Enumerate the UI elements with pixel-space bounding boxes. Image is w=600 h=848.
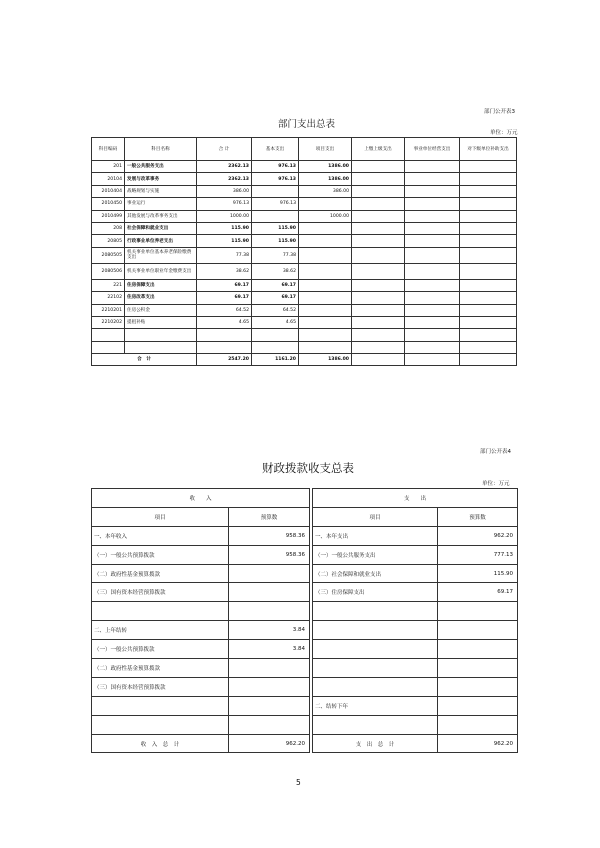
subject-name-cell: 社会保障和就业支出 <box>125 222 197 234</box>
empty-cell <box>299 341 352 353</box>
expense-value-cell <box>438 640 518 659</box>
empty-cell <box>197 329 252 341</box>
income-value-cell <box>229 659 310 678</box>
income-value-cell: 958.36 <box>229 545 310 564</box>
empty-cell <box>405 292 460 304</box>
expense-item-header: 项目 <box>313 507 438 526</box>
table-row <box>92 222 517 234</box>
income-value-cell <box>229 583 310 602</box>
empty-cell <box>460 279 517 291</box>
expense-value-cell <box>438 696 518 715</box>
empty-cell <box>405 304 460 316</box>
project-expense-cell: 386.00 <box>299 185 352 197</box>
table1-title: 部门支出总表 <box>278 119 336 130</box>
table2-tag: 部门公开表4 <box>480 449 511 455</box>
table1-unit: 单位：万元 <box>490 130 518 136</box>
subject-name-cell: 战略规划与实施 <box>125 185 197 197</box>
table-row <box>92 640 518 659</box>
project-expense-cell <box>299 316 352 328</box>
empty-cell <box>405 185 460 197</box>
subject-name-cell: 提租补贴 <box>125 316 197 328</box>
subject-code-cell: 2080505 <box>92 247 125 263</box>
empty-cell <box>352 316 405 328</box>
empty-cell <box>460 304 517 316</box>
expense-item-cell <box>313 640 438 659</box>
empty-cell <box>405 210 460 222</box>
empty-cell <box>352 198 405 210</box>
empty-cell <box>460 292 517 304</box>
total-cell: 64.52 <box>197 304 252 316</box>
subject-name-cell: 住房改革支出 <box>125 292 197 304</box>
empty-cell <box>352 279 405 291</box>
expense-header: 支 出 <box>313 489 518 508</box>
empty-cell <box>460 263 517 279</box>
expense-item-cell <box>313 602 438 621</box>
empty-cell <box>352 292 405 304</box>
page-number: 5 <box>296 778 301 787</box>
empty-cell <box>252 341 299 353</box>
table-row <box>92 583 518 602</box>
empty-cell <box>352 247 405 263</box>
empty-cell <box>405 279 460 291</box>
income-item-cell: （三）国有资本经营预算拨款 <box>92 583 229 602</box>
table-row <box>92 602 518 621</box>
table-row <box>92 161 517 173</box>
project-expense-cell: 1386.00 <box>299 161 352 173</box>
empty-cell <box>197 341 252 353</box>
table1-header-cell: 科目编码 <box>92 138 125 161</box>
subject-name-cell: 住房公积金 <box>125 304 197 316</box>
empty-cell <box>460 329 517 341</box>
total-cell: 386.00 <box>197 185 252 197</box>
total-cell: 77.38 <box>197 247 252 263</box>
subject-code-cell: 20104 <box>92 173 125 185</box>
subject-code-cell: 2010404 <box>92 185 125 197</box>
expense-item-cell <box>313 715 438 734</box>
empty-cell <box>92 329 125 341</box>
table-row <box>92 659 518 678</box>
basic-expense-cell: 115.90 <box>252 235 299 247</box>
project-expense-cell: 1386.00 <box>299 173 352 185</box>
basic-expense-cell: 976.13 <box>252 161 299 173</box>
income-item-cell: 二、上年结转 <box>92 621 229 640</box>
total-cell: 1000.00 <box>197 210 252 222</box>
income-total-label: 收 入 总 计 <box>92 734 229 753</box>
project-expense-cell <box>299 279 352 291</box>
project-expense-cell <box>299 304 352 316</box>
basic-expense-cell <box>252 210 299 222</box>
income-item-cell: （一）一般公共预算拨款 <box>92 640 229 659</box>
basic-expense-cell: 38.62 <box>252 263 299 279</box>
expense-item-cell <box>313 621 438 640</box>
empty-cell <box>352 185 405 197</box>
table-row <box>92 185 517 197</box>
expense-item-cell: 二、结转下年 <box>313 696 438 715</box>
expense-total-value: 962.20 <box>438 734 518 753</box>
basic-expense-cell: 976.13 <box>252 198 299 210</box>
income-value-cell <box>229 696 310 715</box>
subject-name-cell: 其他发展与改革事务支出 <box>125 210 197 222</box>
income-header: 收 入 <box>92 489 310 508</box>
table1-header-cell: 对下级单位补助支出 <box>460 138 517 161</box>
project-expense-cell <box>299 235 352 247</box>
empty-cell <box>405 341 460 353</box>
empty-cell <box>405 222 460 234</box>
basic-expense-cell: 115.90 <box>252 222 299 234</box>
income-total-value: 962.20 <box>229 734 310 753</box>
project-expense-cell <box>299 222 352 234</box>
income-item-cell: 一、本年收入 <box>92 526 229 545</box>
income-item-cell: （二）政府性基金预算拨款 <box>92 564 229 583</box>
table-row <box>92 263 517 279</box>
income-value-cell <box>229 602 310 621</box>
empty-cell <box>405 354 460 366</box>
income-value-cell: 3.84 <box>229 621 310 640</box>
total-cell: 115.90 <box>197 235 252 247</box>
empty-cell <box>352 341 405 353</box>
expense-value-cell: 115.90 <box>438 564 518 583</box>
empty-cell <box>92 341 125 353</box>
expense-item-cell: （三）住房保障支出 <box>313 583 438 602</box>
subject-name-cell: 住房保障支出 <box>125 279 197 291</box>
income-item-cell <box>92 696 229 715</box>
subject-code-cell: 2210201 <box>92 304 125 316</box>
table1-tag: 部门公开表3 <box>484 109 515 115</box>
expense-item-cell <box>313 677 438 696</box>
table1-header-cell: 合 计 <box>197 138 252 161</box>
basic-expense-cell: 64.52 <box>252 304 299 316</box>
empty-cell <box>405 329 460 341</box>
table-row <box>92 279 517 291</box>
empty-cell <box>299 329 352 341</box>
expense-item-cell: （二）社会保障和就业支出 <box>313 564 438 583</box>
expense-item-cell <box>313 659 438 678</box>
subject-name-cell: 一般公共服务支出 <box>125 161 197 173</box>
empty-cell <box>352 354 405 366</box>
total-cell: 115.90 <box>197 222 252 234</box>
subject-code-cell: 20805 <box>92 235 125 247</box>
empty-cell <box>460 210 517 222</box>
empty-cell <box>460 222 517 234</box>
subject-name-cell: 机关事业单位基本养老保险缴费支出 <box>125 247 197 263</box>
total-cell: 976.13 <box>197 198 252 210</box>
total-cell: 4.65 <box>197 316 252 328</box>
empty-cell <box>352 210 405 222</box>
table1-header-row <box>92 138 517 161</box>
basic-expense-cell: 69.17 <box>252 292 299 304</box>
table1-total-row <box>92 354 517 366</box>
expense-value-cell <box>438 659 518 678</box>
total-cell: 69.17 <box>197 279 252 291</box>
empty-cell <box>352 235 405 247</box>
empty-cell <box>352 304 405 316</box>
income-value-cell <box>229 715 310 734</box>
table1-header-cell: 事业单位经营支出 <box>405 138 460 161</box>
empty-cell <box>405 198 460 210</box>
expense-budget-header: 预算数 <box>438 507 518 526</box>
expense-value-cell: 69.17 <box>438 583 518 602</box>
table-row <box>92 198 517 210</box>
expense-value-cell <box>438 677 518 696</box>
subject-code-cell: 208 <box>92 222 125 234</box>
income-value-cell: 3.84 <box>229 640 310 659</box>
income-value-cell: 958.36 <box>229 526 310 545</box>
expenditure-table <box>91 137 517 366</box>
subject-code-cell: 2010450 <box>92 198 125 210</box>
basic-expense-cell: 69.17 <box>252 279 299 291</box>
basic-expense-cell <box>252 185 299 197</box>
subject-name-cell: 机关事业单位职业年金缴费支出 <box>125 263 197 279</box>
basic-expense-cell: 4.65 <box>252 316 299 328</box>
grand-project-cell: 1386.00 <box>299 354 352 366</box>
empty-cell <box>352 222 405 234</box>
subject-name-cell: 事业运行 <box>125 198 197 210</box>
subject-code-cell: 2210202 <box>92 316 125 328</box>
table-row <box>92 292 517 304</box>
empty-row <box>92 329 517 341</box>
basic-expense-cell: 77.38 <box>252 247 299 263</box>
table-row <box>92 621 518 640</box>
empty-cell <box>352 161 405 173</box>
empty-cell <box>405 235 460 247</box>
subject-name-cell: 行政事业单位养老支出 <box>125 235 197 247</box>
table-row <box>92 235 517 247</box>
empty-cell <box>125 329 197 341</box>
expense-item-cell: （一）一般公共服务支出 <box>313 545 438 564</box>
income-item-cell: （三）国有资本经营预算拨款 <box>92 677 229 696</box>
table2-section-header-row <box>92 489 518 508</box>
project-expense-cell <box>299 247 352 263</box>
total-label: 合 计 <box>92 354 197 366</box>
table-row <box>92 247 517 263</box>
expense-value-cell <box>438 715 518 734</box>
fiscal-appropriation-table <box>91 488 518 753</box>
project-expense-cell: 1000.00 <box>299 210 352 222</box>
total-cell: 69.17 <box>197 292 252 304</box>
project-expense-cell <box>299 263 352 279</box>
subject-code-cell: 22102 <box>92 292 125 304</box>
income-value-cell <box>229 677 310 696</box>
expense-total-label: 支 出 总 计 <box>313 734 438 753</box>
empty-cell <box>125 341 197 353</box>
table2-title: 财政拨款收支总表 <box>262 461 354 475</box>
table-row <box>92 696 518 715</box>
table-row <box>92 677 518 696</box>
empty-cell <box>405 161 460 173</box>
total-cell: 2362.13 <box>197 161 252 173</box>
grand-basic-cell: 1161.20 <box>252 354 299 366</box>
table-row <box>92 173 517 185</box>
project-expense-cell <box>299 292 352 304</box>
table2-unit: 单位：万元 <box>482 481 510 487</box>
empty-cell <box>252 329 299 341</box>
empty-cell <box>352 173 405 185</box>
income-value-cell <box>229 564 310 583</box>
table2-total-row <box>92 734 518 753</box>
table1-header-cell: 科目名称 <box>125 138 197 161</box>
table-row <box>92 316 517 328</box>
empty-row <box>92 341 517 353</box>
total-cell: 2362.13 <box>197 173 252 185</box>
table2-column-header-row <box>92 507 518 526</box>
table-row <box>92 526 518 545</box>
income-budget-header: 预算数 <box>229 507 310 526</box>
table-row <box>92 545 518 564</box>
subject-code-cell: 201 <box>92 161 125 173</box>
empty-cell <box>460 161 517 173</box>
subject-code-cell: 2010499 <box>92 210 125 222</box>
empty-cell <box>460 235 517 247</box>
table-row <box>92 715 518 734</box>
empty-cell <box>352 329 405 341</box>
subject-code-cell: 2080506 <box>92 263 125 279</box>
empty-cell <box>460 354 517 366</box>
income-item-cell <box>92 602 229 621</box>
table-row <box>92 564 518 583</box>
empty-cell <box>460 198 517 210</box>
empty-cell <box>460 316 517 328</box>
expense-value-cell <box>438 621 518 640</box>
empty-cell <box>405 263 460 279</box>
expense-value-cell <box>438 602 518 621</box>
income-item-cell: （一）一般公共预算拨款 <box>92 545 229 564</box>
empty-cell <box>460 247 517 263</box>
income-item-cell: （二）政府性基金预算拨款 <box>92 659 229 678</box>
grand-total-cell: 2547.20 <box>197 354 252 366</box>
expense-value-cell: 962.20 <box>438 526 518 545</box>
income-item-header: 项目 <box>92 507 229 526</box>
expense-value-cell: 777.13 <box>438 545 518 564</box>
empty-cell <box>460 341 517 353</box>
empty-cell <box>460 185 517 197</box>
table1-header-cell: 基本支出 <box>252 138 299 161</box>
empty-cell <box>352 263 405 279</box>
table-row <box>92 210 517 222</box>
empty-cell <box>460 173 517 185</box>
project-expense-cell <box>299 198 352 210</box>
table1-header-cell: 上缴上级支出 <box>352 138 405 161</box>
table-row <box>92 304 517 316</box>
table1-header-cell: 项目支出 <box>299 138 352 161</box>
expense-item-cell: 一、本年支出 <box>313 526 438 545</box>
income-item-cell <box>92 715 229 734</box>
empty-cell <box>405 173 460 185</box>
subject-code-cell: 221 <box>92 279 125 291</box>
total-cell: 38.62 <box>197 263 252 279</box>
empty-cell <box>405 316 460 328</box>
subject-name-cell: 发展与改革事务 <box>125 173 197 185</box>
empty-cell <box>405 247 460 263</box>
basic-expense-cell: 976.13 <box>252 173 299 185</box>
